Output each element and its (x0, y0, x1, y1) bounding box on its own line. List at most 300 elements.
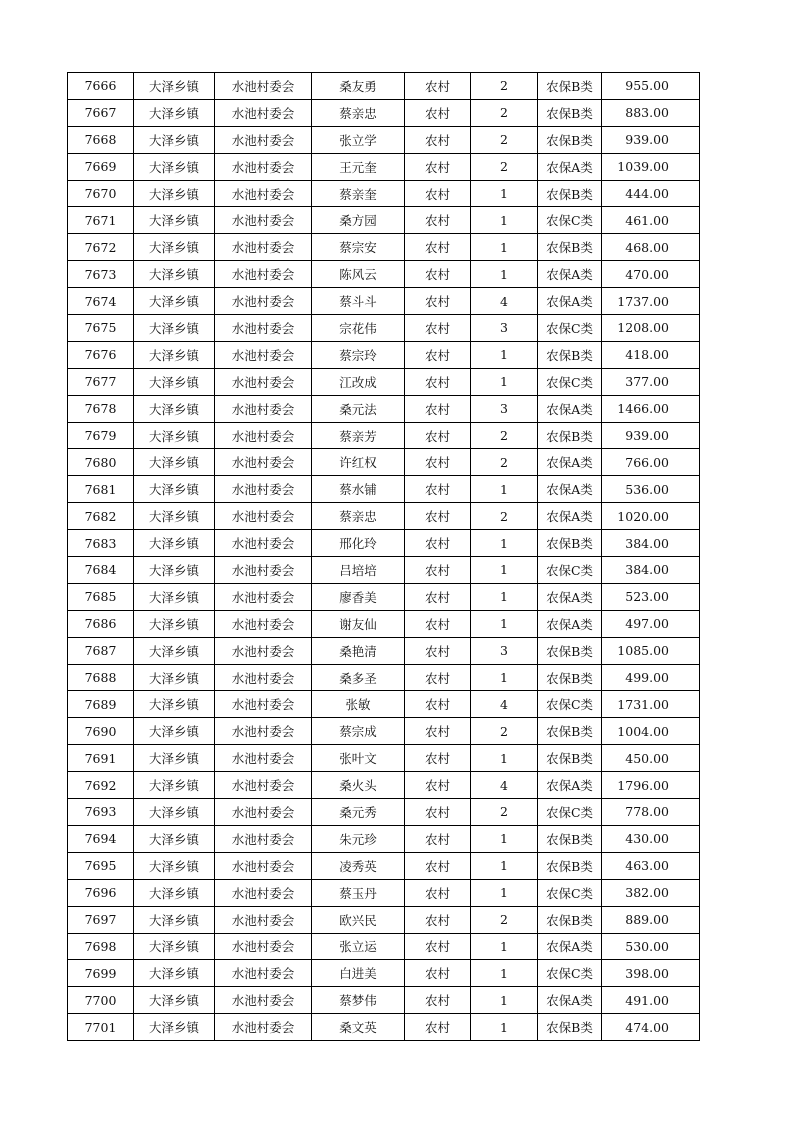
township-cell: 大泽乡镇 (134, 288, 215, 315)
row-id-cell: 7687 (68, 637, 134, 664)
amount-cell: 1466.00 (602, 395, 700, 422)
table-row (68, 557, 700, 584)
table-row (68, 315, 700, 342)
row-id-cell: 7681 (68, 476, 134, 503)
village-cell: 水池村委会 (215, 395, 312, 422)
category-cell: 农保A类 (538, 476, 602, 503)
area-type-cell: 农村 (405, 73, 471, 100)
household-count-cell: 2 (471, 126, 538, 153)
name-cell: 蔡玉丹 (312, 879, 405, 906)
row-id-cell: 7683 (68, 530, 134, 557)
village-cell: 水池村委会 (215, 691, 312, 718)
township-cell: 大泽乡镇 (134, 583, 215, 610)
amount-cell: 418.00 (602, 341, 700, 368)
amount-cell: 939.00 (602, 126, 700, 153)
name-cell: 桑元法 (312, 395, 405, 422)
township-cell: 大泽乡镇 (134, 772, 215, 799)
row-id-cell: 7684 (68, 557, 134, 584)
township-cell: 大泽乡镇 (134, 933, 215, 960)
row-id-cell: 7679 (68, 422, 134, 449)
village-cell: 水池村委会 (215, 718, 312, 745)
amount-cell: 461.00 (602, 207, 700, 234)
household-count-cell: 2 (471, 449, 538, 476)
row-id-cell: 7698 (68, 933, 134, 960)
amount-cell: 523.00 (602, 583, 700, 610)
table-row (68, 933, 700, 960)
village-cell: 水池村委会 (215, 960, 312, 987)
amount-cell: 766.00 (602, 449, 700, 476)
household-count-cell: 1 (471, 207, 538, 234)
name-cell: 谢友仙 (312, 610, 405, 637)
village-cell: 水池村委会 (215, 610, 312, 637)
village-cell: 水池村委会 (215, 879, 312, 906)
household-count-cell: 2 (471, 422, 538, 449)
household-count-cell: 1 (471, 341, 538, 368)
row-id-cell: 7686 (68, 610, 134, 637)
category-cell: 农保A类 (538, 449, 602, 476)
township-cell: 大泽乡镇 (134, 153, 215, 180)
amount-cell: 1737.00 (602, 288, 700, 315)
household-count-cell: 1 (471, 825, 538, 852)
name-cell: 桑火头 (312, 772, 405, 799)
table-row (68, 395, 700, 422)
village-cell: 水池村委会 (215, 557, 312, 584)
subsidy-table (67, 72, 700, 1041)
name-cell: 蔡亲忠 (312, 503, 405, 530)
table-row (68, 449, 700, 476)
name-cell: 张叶文 (312, 745, 405, 772)
row-id-cell: 7695 (68, 852, 134, 879)
category-cell: 农保C类 (538, 368, 602, 395)
name-cell: 蔡斗斗 (312, 288, 405, 315)
table-row (68, 610, 700, 637)
name-cell: 蔡宗玲 (312, 341, 405, 368)
township-cell: 大泽乡镇 (134, 718, 215, 745)
village-cell: 水池村委会 (215, 126, 312, 153)
village-cell: 水池村委会 (215, 368, 312, 395)
table-row (68, 126, 700, 153)
category-cell: 农保A类 (538, 610, 602, 637)
township-cell: 大泽乡镇 (134, 825, 215, 852)
village-cell: 水池村委会 (215, 341, 312, 368)
row-id-cell: 7699 (68, 960, 134, 987)
household-count-cell: 4 (471, 691, 538, 718)
village-cell: 水池村委会 (215, 288, 312, 315)
area-type-cell: 农村 (405, 664, 471, 691)
household-count-cell: 3 (471, 315, 538, 342)
area-type-cell: 农村 (405, 341, 471, 368)
name-cell: 邢化玲 (312, 530, 405, 557)
row-id-cell: 7682 (68, 503, 134, 530)
row-id-cell: 7670 (68, 180, 134, 207)
area-type-cell: 农村 (405, 153, 471, 180)
area-type-cell: 农村 (405, 288, 471, 315)
household-count-cell: 2 (471, 153, 538, 180)
area-type-cell: 农村 (405, 395, 471, 422)
household-count-cell: 1 (471, 852, 538, 879)
amount-cell: 377.00 (602, 368, 700, 395)
category-cell: 农保A类 (538, 933, 602, 960)
area-type-cell: 农村 (405, 852, 471, 879)
household-count-cell: 1 (471, 583, 538, 610)
area-type-cell: 农村 (405, 610, 471, 637)
village-cell: 水池村委会 (215, 987, 312, 1014)
table-body (68, 73, 700, 1041)
village-cell: 水池村委会 (215, 583, 312, 610)
area-type-cell: 农村 (405, 503, 471, 530)
township-cell: 大泽乡镇 (134, 180, 215, 207)
row-id-cell: 7690 (68, 718, 134, 745)
row-id-cell: 7689 (68, 691, 134, 718)
area-type-cell: 农村 (405, 126, 471, 153)
table-row (68, 530, 700, 557)
township-cell: 大泽乡镇 (134, 126, 215, 153)
name-cell: 陈风云 (312, 261, 405, 288)
township-cell: 大泽乡镇 (134, 315, 215, 342)
name-cell: 张敏 (312, 691, 405, 718)
amount-cell: 939.00 (602, 422, 700, 449)
category-cell: 农保B类 (538, 637, 602, 664)
table-row (68, 825, 700, 852)
village-cell: 水池村委会 (215, 825, 312, 852)
area-type-cell: 农村 (405, 933, 471, 960)
table-row (68, 664, 700, 691)
category-cell: 农保B类 (538, 99, 602, 126)
category-cell: 农保B类 (538, 1014, 602, 1041)
table-row (68, 503, 700, 530)
village-cell: 水池村委会 (215, 637, 312, 664)
category-cell: 农保C类 (538, 799, 602, 826)
household-count-cell: 1 (471, 610, 538, 637)
category-cell: 农保B类 (538, 530, 602, 557)
amount-cell: 955.00 (602, 73, 700, 100)
row-id-cell: 7674 (68, 288, 134, 315)
village-cell: 水池村委会 (215, 906, 312, 933)
category-cell: 农保A类 (538, 395, 602, 422)
name-cell: 蔡亲忠 (312, 99, 405, 126)
area-type-cell: 农村 (405, 906, 471, 933)
amount-cell: 778.00 (602, 799, 700, 826)
name-cell: 桑元秀 (312, 799, 405, 826)
household-count-cell: 2 (471, 799, 538, 826)
amount-cell: 1020.00 (602, 503, 700, 530)
village-cell: 水池村委会 (215, 153, 312, 180)
table-row (68, 745, 700, 772)
township-cell: 大泽乡镇 (134, 799, 215, 826)
household-count-cell: 4 (471, 288, 538, 315)
township-cell: 大泽乡镇 (134, 395, 215, 422)
village-cell: 水池村委会 (215, 261, 312, 288)
household-count-cell: 1 (471, 180, 538, 207)
row-id-cell: 7691 (68, 745, 134, 772)
table-row (68, 261, 700, 288)
amount-cell: 1208.00 (602, 315, 700, 342)
category-cell: 农保B类 (538, 718, 602, 745)
name-cell: 王元奎 (312, 153, 405, 180)
table-row (68, 207, 700, 234)
household-count-cell: 1 (471, 745, 538, 772)
household-count-cell: 1 (471, 960, 538, 987)
household-count-cell: 2 (471, 906, 538, 933)
township-cell: 大泽乡镇 (134, 368, 215, 395)
household-count-cell: 1 (471, 933, 538, 960)
township-cell: 大泽乡镇 (134, 637, 215, 664)
township-cell: 大泽乡镇 (134, 960, 215, 987)
table-row (68, 1014, 700, 1041)
category-cell: 农保C类 (538, 960, 602, 987)
area-type-cell: 农村 (405, 799, 471, 826)
category-cell: 农保A类 (538, 772, 602, 799)
row-id-cell: 7675 (68, 315, 134, 342)
table-row (68, 153, 700, 180)
township-cell: 大泽乡镇 (134, 449, 215, 476)
household-count-cell: 1 (471, 234, 538, 261)
name-cell: 凌秀英 (312, 852, 405, 879)
table-row (68, 906, 700, 933)
name-cell: 蔡梦伟 (312, 987, 405, 1014)
township-cell: 大泽乡镇 (134, 261, 215, 288)
category-cell: 农保C类 (538, 879, 602, 906)
category-cell: 农保B类 (538, 422, 602, 449)
area-type-cell: 农村 (405, 180, 471, 207)
township-cell: 大泽乡镇 (134, 476, 215, 503)
area-type-cell: 农村 (405, 557, 471, 584)
amount-cell: 463.00 (602, 852, 700, 879)
village-cell: 水池村委会 (215, 933, 312, 960)
category-cell: 农保C类 (538, 691, 602, 718)
row-id-cell: 7701 (68, 1014, 134, 1041)
village-cell: 水池村委会 (215, 422, 312, 449)
category-cell: 农保B类 (538, 825, 602, 852)
category-cell: 农保B类 (538, 745, 602, 772)
township-cell: 大泽乡镇 (134, 610, 215, 637)
amount-cell: 497.00 (602, 610, 700, 637)
area-type-cell: 农村 (405, 718, 471, 745)
row-id-cell: 7676 (68, 341, 134, 368)
township-cell: 大泽乡镇 (134, 234, 215, 261)
area-type-cell: 农村 (405, 745, 471, 772)
township-cell: 大泽乡镇 (134, 422, 215, 449)
township-cell: 大泽乡镇 (134, 691, 215, 718)
area-type-cell: 农村 (405, 449, 471, 476)
township-cell: 大泽乡镇 (134, 1014, 215, 1041)
name-cell: 蔡亲奎 (312, 180, 405, 207)
area-type-cell: 农村 (405, 234, 471, 261)
category-cell: 农保A类 (538, 503, 602, 530)
name-cell: 许红权 (312, 449, 405, 476)
category-cell: 农保B类 (538, 852, 602, 879)
household-count-cell: 2 (471, 503, 538, 530)
household-count-cell: 1 (471, 476, 538, 503)
village-cell: 水池村委会 (215, 476, 312, 503)
name-cell: 蔡宗安 (312, 234, 405, 261)
amount-cell: 470.00 (602, 261, 700, 288)
category-cell: 农保A类 (538, 261, 602, 288)
area-type-cell: 农村 (405, 772, 471, 799)
table-row (68, 799, 700, 826)
category-cell: 农保B类 (538, 126, 602, 153)
category-cell: 农保A类 (538, 153, 602, 180)
table-row (68, 234, 700, 261)
table-row (68, 341, 700, 368)
township-cell: 大泽乡镇 (134, 530, 215, 557)
household-count-cell: 1 (471, 557, 538, 584)
village-cell: 水池村委会 (215, 852, 312, 879)
area-type-cell: 农村 (405, 476, 471, 503)
row-id-cell: 7694 (68, 825, 134, 852)
row-id-cell: 7697 (68, 906, 134, 933)
table-row (68, 368, 700, 395)
row-id-cell: 7671 (68, 207, 134, 234)
area-type-cell: 农村 (405, 368, 471, 395)
township-cell: 大泽乡镇 (134, 664, 215, 691)
township-cell: 大泽乡镇 (134, 341, 215, 368)
village-cell: 水池村委会 (215, 530, 312, 557)
table-row (68, 637, 700, 664)
amount-cell: 1796.00 (602, 772, 700, 799)
name-cell: 蔡水铺 (312, 476, 405, 503)
household-count-cell: 1 (471, 879, 538, 906)
household-count-cell: 2 (471, 718, 538, 745)
amount-cell: 491.00 (602, 987, 700, 1014)
amount-cell: 1004.00 (602, 718, 700, 745)
table-row (68, 718, 700, 745)
household-count-cell: 1 (471, 664, 538, 691)
area-type-cell: 农村 (405, 879, 471, 906)
township-cell: 大泽乡镇 (134, 987, 215, 1014)
row-id-cell: 7696 (68, 879, 134, 906)
name-cell: 桑方园 (312, 207, 405, 234)
household-count-cell: 2 (471, 73, 538, 100)
village-cell: 水池村委会 (215, 503, 312, 530)
row-id-cell: 7666 (68, 73, 134, 100)
name-cell: 吕培培 (312, 557, 405, 584)
category-cell: 农保C类 (538, 557, 602, 584)
table-row (68, 960, 700, 987)
name-cell: 桑艳清 (312, 637, 405, 664)
table-row (68, 583, 700, 610)
category-cell: 农保B类 (538, 664, 602, 691)
household-count-cell: 1 (471, 987, 538, 1014)
table-row (68, 288, 700, 315)
township-cell: 大泽乡镇 (134, 557, 215, 584)
amount-cell: 883.00 (602, 99, 700, 126)
area-type-cell: 农村 (405, 422, 471, 449)
village-cell: 水池村委会 (215, 207, 312, 234)
name-cell: 张立学 (312, 126, 405, 153)
village-cell: 水池村委会 (215, 315, 312, 342)
category-cell: 农保A类 (538, 288, 602, 315)
area-type-cell: 农村 (405, 207, 471, 234)
name-cell: 白进美 (312, 960, 405, 987)
row-id-cell: 7693 (68, 799, 134, 826)
village-cell: 水池村委会 (215, 1014, 312, 1041)
amount-cell: 499.00 (602, 664, 700, 691)
category-cell: 农保C类 (538, 207, 602, 234)
name-cell: 廖香美 (312, 583, 405, 610)
row-id-cell: 7688 (68, 664, 134, 691)
area-type-cell: 农村 (405, 1014, 471, 1041)
township-cell: 大泽乡镇 (134, 879, 215, 906)
name-cell: 朱元珍 (312, 825, 405, 852)
row-id-cell: 7667 (68, 99, 134, 126)
table-row (68, 691, 700, 718)
row-id-cell: 7692 (68, 772, 134, 799)
row-id-cell: 7672 (68, 234, 134, 261)
amount-cell: 382.00 (602, 879, 700, 906)
village-cell: 水池村委会 (215, 664, 312, 691)
amount-cell: 530.00 (602, 933, 700, 960)
amount-cell: 444.00 (602, 180, 700, 207)
row-id-cell: 7669 (68, 153, 134, 180)
household-count-cell: 3 (471, 395, 538, 422)
category-cell: 农保C类 (538, 315, 602, 342)
township-cell: 大泽乡镇 (134, 99, 215, 126)
area-type-cell: 农村 (405, 315, 471, 342)
village-cell: 水池村委会 (215, 99, 312, 126)
amount-cell: 468.00 (602, 234, 700, 261)
name-cell: 桑文英 (312, 1014, 405, 1041)
household-count-cell: 1 (471, 368, 538, 395)
row-id-cell: 7680 (68, 449, 134, 476)
township-cell: 大泽乡镇 (134, 207, 215, 234)
amount-cell: 1085.00 (602, 637, 700, 664)
household-count-cell: 3 (471, 637, 538, 664)
area-type-cell: 农村 (405, 825, 471, 852)
area-type-cell: 农村 (405, 99, 471, 126)
table-row (68, 422, 700, 449)
amount-cell: 384.00 (602, 557, 700, 584)
category-cell: 农保B类 (538, 180, 602, 207)
table-row (68, 73, 700, 100)
row-id-cell: 7685 (68, 583, 134, 610)
area-type-cell: 农村 (405, 960, 471, 987)
name-cell: 张立运 (312, 933, 405, 960)
table-row (68, 879, 700, 906)
household-count-cell: 4 (471, 772, 538, 799)
amount-cell: 474.00 (602, 1014, 700, 1041)
amount-cell: 398.00 (602, 960, 700, 987)
household-count-cell: 2 (471, 99, 538, 126)
township-cell: 大泽乡镇 (134, 745, 215, 772)
table-row (68, 987, 700, 1014)
table-row (68, 476, 700, 503)
category-cell: 农保B类 (538, 234, 602, 261)
area-type-cell: 农村 (405, 637, 471, 664)
name-cell: 宗花伟 (312, 315, 405, 342)
name-cell: 桑友勇 (312, 73, 405, 100)
area-type-cell: 农村 (405, 583, 471, 610)
amount-cell: 889.00 (602, 906, 700, 933)
household-count-cell: 1 (471, 530, 538, 557)
amount-cell: 384.00 (602, 530, 700, 557)
category-cell: 农保A类 (538, 583, 602, 610)
row-id-cell: 7673 (68, 261, 134, 288)
name-cell: 江改成 (312, 368, 405, 395)
name-cell: 蔡亲芳 (312, 422, 405, 449)
village-cell: 水池村委会 (215, 180, 312, 207)
table-row (68, 772, 700, 799)
area-type-cell: 农村 (405, 530, 471, 557)
village-cell: 水池村委会 (215, 745, 312, 772)
township-cell: 大泽乡镇 (134, 852, 215, 879)
row-id-cell: 7700 (68, 987, 134, 1014)
category-cell: 农保B类 (538, 73, 602, 100)
household-count-cell: 1 (471, 1014, 538, 1041)
category-cell: 农保A类 (538, 987, 602, 1014)
village-cell: 水池村委会 (215, 73, 312, 100)
table-row (68, 852, 700, 879)
